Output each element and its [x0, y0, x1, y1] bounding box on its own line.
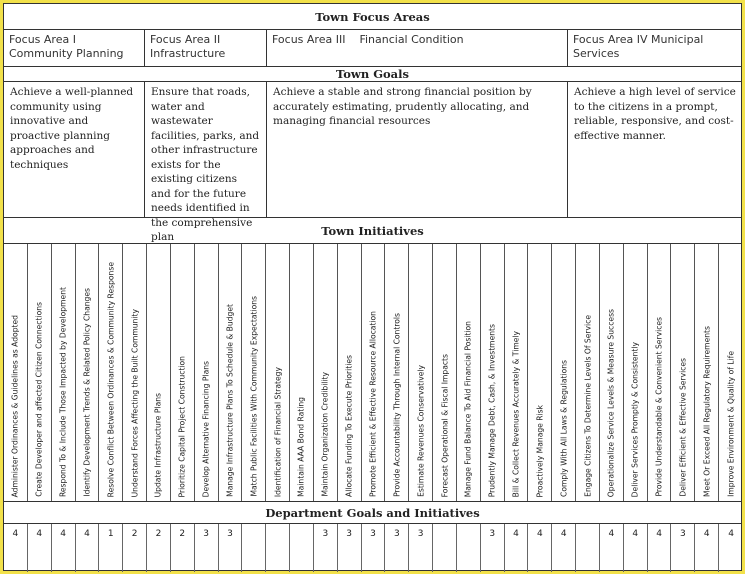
initiative-label: Improve Environment & Quality of Life: [726, 351, 736, 497]
initiative-column: [457, 244, 481, 501]
initiative-column: [4, 244, 28, 501]
initiative-column: [338, 244, 362, 501]
department-count: 3: [322, 529, 329, 539]
initiative-label: Resolve Conflict Between Ordinances & Community Response: [106, 261, 116, 497]
department-count: 4: [84, 529, 90, 539]
initiative-label: Manage Fund Balance To Aid Financial Position: [463, 320, 473, 497]
department-count: 4: [703, 529, 710, 539]
initiative-label: Deliver Efficient & Effective Services: [678, 358, 688, 497]
initiative-column: [624, 244, 648, 501]
initiative-column: [290, 244, 314, 501]
department-count-cell: [385, 524, 409, 572]
focus-area-3-label: Focus Area III Financial Condition: [272, 33, 464, 46]
department-count: 3: [227, 529, 233, 539]
department-count: 4: [560, 529, 567, 539]
initiative-label: Prioritize Capital Project Construction: [177, 355, 187, 497]
initiative-label: Understand Forces Affecting the Built Community: [130, 308, 140, 497]
initiative-column: [576, 244, 600, 501]
initiative-column: [385, 244, 409, 501]
initiatives-row: [4, 244, 741, 502]
initiative-label: Proactively Manage Risk: [535, 404, 545, 497]
initiative-label: Administer Ordinances & Guidelines as Adopted: [10, 314, 20, 497]
initiative-label: Forecast Operational & Fiscal Impacts: [440, 353, 449, 497]
department-count-cell: [671, 524, 695, 572]
goal-4: [568, 82, 743, 217]
initiative-label: Promote Efficient & Effective Resource Allocation: [368, 310, 378, 497]
initiative-column: [147, 244, 171, 501]
focus-area-4-label: Focus Area IV Municipal Services: [573, 33, 704, 60]
department-count-cell: [219, 524, 243, 572]
initiative-label: Provide Understandable & Convenient Services: [654, 317, 664, 497]
initiative-column: [28, 244, 52, 501]
department-count: 2: [179, 529, 186, 539]
initiative-label: Maintain Organization Credibility: [320, 372, 330, 497]
department-count-cell: [481, 524, 505, 572]
goal-1-text: Achieve a well-planned community using innovative and proactive planning approaches and techniques: [10, 86, 134, 171]
focus-area-3: [267, 30, 568, 66]
goal-1: [4, 82, 145, 217]
initiative-column: [99, 244, 123, 501]
department-heading: Department Goals and Initiatives: [4, 502, 741, 524]
department-count: 2: [155, 529, 162, 539]
focus-areas-table: [3, 3, 742, 571]
department-count-cell: [648, 524, 672, 572]
table-title: Town Focus Areas: [4, 4, 741, 30]
initiative-label: Provide Accountability Through Internal Controls: [392, 313, 402, 497]
department-count: 4: [513, 529, 519, 539]
initiative-column: [314, 244, 338, 501]
department-count: 4: [728, 529, 734, 539]
department-count: 4: [608, 529, 615, 539]
initiative-label: Engage Citizens To Determine Levels Of Service: [583, 315, 593, 497]
initiative-label: Prudently Manage Debt, Cash, & Investments: [487, 323, 497, 497]
department-count: 1: [107, 529, 114, 539]
department-count-cell: [195, 524, 219, 572]
department-count-cell: [4, 524, 28, 572]
initiative-label: Bill & Collect Revenues Accurately & Timely: [511, 330, 521, 497]
goal-3-text: Achieve a stable and strong financial position by accurately estimating, prudently allocating, and managing financial resources: [273, 86, 532, 127]
initiatives-heading: Town Initiatives: [4, 218, 741, 244]
initiative-column: [481, 244, 505, 501]
initiative-label: Operationalize Service Levels & Measure Success: [606, 308, 616, 497]
initiative-column: [719, 244, 743, 501]
department-count: 3: [346, 529, 353, 539]
initiative-column: [648, 244, 672, 501]
initiative-column: [695, 244, 719, 501]
department-count: 3: [489, 529, 496, 539]
goal-4-text: Achieve a high level of service to the citizens in a prompt, reliable, responsive, and cost-effective manner.: [574, 86, 736, 142]
initiative-column: [266, 244, 290, 501]
department-count-cell: [719, 524, 743, 572]
initiative-label: Match Public Facilities With Community Expectations: [249, 296, 259, 497]
department-count: 3: [417, 529, 424, 539]
initiative-column: [409, 244, 433, 501]
initiative-column: [123, 244, 147, 501]
initiative-column: [671, 244, 695, 501]
department-count-cell: [338, 524, 362, 572]
department-count-cell: [52, 524, 76, 572]
initiative-column: [171, 244, 195, 501]
department-count-cell: [28, 524, 52, 572]
department-count-cell: [242, 524, 266, 572]
department-count: 3: [370, 529, 376, 539]
focus-area-2-label: Focus Area II Infrastructure: [150, 33, 226, 60]
department-count-cell: [695, 524, 719, 572]
department-count-cell: [290, 524, 314, 572]
department-count-cell: [314, 524, 338, 572]
department-count: 4: [36, 529, 43, 539]
initiative-column: [505, 244, 529, 501]
goal-2: [145, 82, 267, 243]
initiative-label: Update Infrastructure Plans: [153, 392, 163, 497]
department-count-cell: [409, 524, 433, 572]
department-count-cell: [505, 524, 529, 572]
goals-heading: Town Goals: [4, 67, 741, 82]
initiative-label: Meet Or Exceed All Regulatory Requirements: [702, 326, 712, 497]
department-count: 3: [393, 529, 400, 539]
department-count: 4: [60, 529, 66, 539]
department-count-cell: [528, 524, 552, 572]
initiative-label: Allocate Funding To Execute Priorities: [344, 355, 354, 497]
initiative-label: Maintain AAA Bond Rating: [296, 397, 306, 497]
department-count-cell: [433, 524, 457, 572]
initiative-label: Identify Development Trends & Related Policy Changes: [82, 288, 92, 497]
initiative-column: [362, 244, 386, 501]
initiative-label: Manage Infrastructure Plans To Schedule & Budget: [225, 304, 235, 497]
focus-area-4: [568, 30, 743, 66]
department-count-cell: [600, 524, 624, 572]
initiative-label: Create Developer and affected Citizen Connections: [34, 302, 44, 497]
focus-area-1: [4, 30, 145, 66]
department-count: 3: [680, 529, 686, 539]
initiative-column: [52, 244, 76, 501]
department-count: 4: [656, 529, 662, 539]
initiative-column: [600, 244, 624, 501]
department-count-cell: [576, 524, 600, 572]
department-count-cell: [99, 524, 123, 572]
initiative-label: Deliver Services Promptly & Consistently: [630, 341, 640, 497]
department-count-cell: [552, 524, 576, 572]
department-count-cell: [362, 524, 386, 572]
focus-area-1-label: Focus Area I Community Planning: [9, 33, 124, 60]
department-count: 3: [203, 529, 209, 539]
initiative-label: Identification of Financial Strategy: [273, 366, 283, 497]
department-count-cell: [457, 524, 481, 572]
initiative-column: [219, 244, 243, 501]
initiative-label: Comply With All Laws & Regulations: [559, 360, 569, 497]
initiative-column: [552, 244, 576, 501]
department-count-cell: [147, 524, 171, 572]
department-count: 4: [12, 529, 19, 539]
initiative-column: [528, 244, 552, 501]
initiative-label: Respond To & Include Those Impacted by Development: [58, 286, 68, 497]
focus-areas-row: [4, 30, 741, 67]
department-count-cell: [266, 524, 290, 572]
initiative-column: [242, 244, 266, 501]
department-count-cell: [76, 524, 100, 572]
department-count: 2: [131, 529, 138, 539]
initiative-label: Estimate Revenues Conservatively: [416, 365, 426, 497]
initiative-column: [195, 244, 219, 501]
department-count: 4: [536, 529, 543, 539]
initiative-column: [76, 244, 100, 501]
department-counts-row: [4, 524, 741, 572]
department-count-cell: [123, 524, 147, 572]
goal-3: [267, 82, 568, 217]
goal-2-text: Ensure that roads, water and wastewater facilities, parks, and other infrastructure exists for the existing citizens and for the future needs identified in the comprehensive plan: [151, 86, 260, 243]
department-count: 4: [632, 529, 639, 539]
focus-area-2: [145, 30, 267, 66]
initiative-column: [433, 244, 457, 501]
department-count-cell: [624, 524, 648, 572]
initiative-label: Develop Alternative Financing Plans: [201, 360, 211, 497]
department-count-cell: [171, 524, 195, 572]
